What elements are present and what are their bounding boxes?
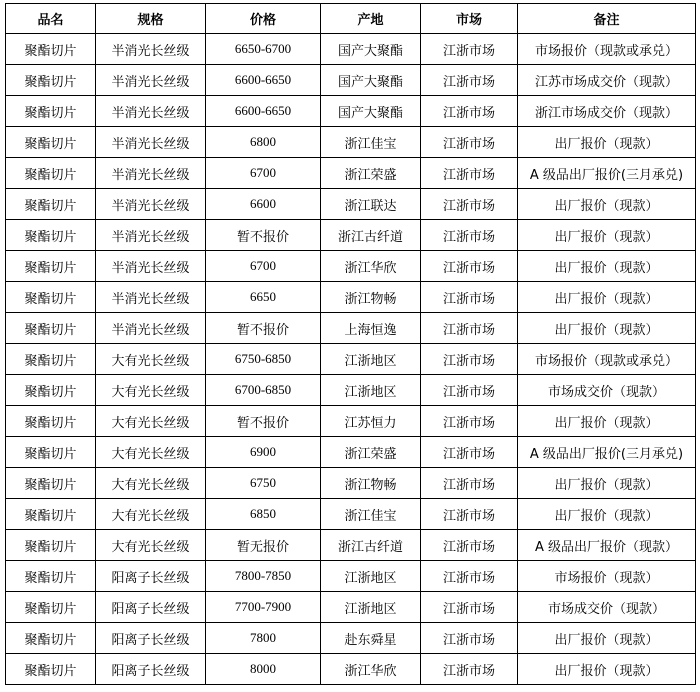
table-body <box>6 34 696 685</box>
cell-spec: 半消光长丝级 <box>96 158 206 189</box>
cell-product-name: 聚酯切片 <box>6 499 96 530</box>
cell-market: 江浙市场 <box>421 158 518 189</box>
cell-spec: 大有光长丝级 <box>96 530 206 561</box>
cell-market: 江浙市场 <box>421 654 518 685</box>
header-origin: 产地 <box>321 4 421 34</box>
cell-remark: 出厂报价（现款） <box>518 623 696 654</box>
cell-remark: 市场报价（现款） <box>518 561 696 592</box>
table-row <box>6 561 696 592</box>
cell-market: 江浙市场 <box>421 530 518 561</box>
cell-price: 暂不报价 <box>206 313 321 344</box>
cell-product-name: 聚酯切片 <box>6 189 96 220</box>
cell-spec: 半消光长丝级 <box>96 65 206 96</box>
cell-price: 6750 <box>206 468 321 499</box>
header-spec: 规格 <box>96 4 206 34</box>
table-row <box>6 34 696 65</box>
cell-market: 江浙市场 <box>421 282 518 313</box>
cell-market: 江浙市场 <box>421 189 518 220</box>
table-row <box>6 375 696 406</box>
cell-spec: 大有光长丝级 <box>96 468 206 499</box>
table-row <box>6 406 696 437</box>
cell-price: 7800-7850 <box>206 561 321 592</box>
table-row <box>6 220 696 251</box>
cell-remark: 出厂报价（现款） <box>518 127 696 158</box>
cell-price: 6600-6650 <box>206 96 321 127</box>
cell-remark: 江苏市场成交价（现款） <box>518 65 696 96</box>
cell-product-name: 聚酯切片 <box>6 375 96 406</box>
cell-remark: A 级品出厂报价（现款） <box>518 530 696 561</box>
table-row <box>6 158 696 189</box>
cell-remark: 出厂报价（现款） <box>518 189 696 220</box>
cell-market: 江浙市场 <box>421 96 518 127</box>
cell-spec: 大有光长丝级 <box>96 437 206 468</box>
cell-origin: 浙江华欣 <box>321 251 421 282</box>
table-row <box>6 530 696 561</box>
cell-origin: 浙江古纤道 <box>321 220 421 251</box>
header-market: 市场 <box>421 4 518 34</box>
cell-price: 暂无报价 <box>206 530 321 561</box>
cell-product-name: 聚酯切片 <box>6 654 96 685</box>
cell-product-name: 聚酯切片 <box>6 65 96 96</box>
cell-spec: 大有光长丝级 <box>96 344 206 375</box>
cell-market: 江浙市场 <box>421 375 518 406</box>
cell-price: 暂不报价 <box>206 220 321 251</box>
cell-remark: 出厂报价（现款） <box>518 313 696 344</box>
cell-origin: 江浙地区 <box>321 561 421 592</box>
cell-spec: 大有光长丝级 <box>96 499 206 530</box>
cell-remark: 出厂报价（现款） <box>518 468 696 499</box>
cell-price: 6700-6850 <box>206 375 321 406</box>
cell-origin: 国产大聚酯 <box>321 34 421 65</box>
cell-price: 暂不报价 <box>206 406 321 437</box>
table-row <box>6 189 696 220</box>
cell-origin: 浙江物畅 <box>321 282 421 313</box>
cell-origin: 浙江物畅 <box>321 468 421 499</box>
cell-market: 江浙市场 <box>421 406 518 437</box>
cell-product-name: 聚酯切片 <box>6 251 96 282</box>
cell-origin: 浙江荣盛 <box>321 158 421 189</box>
header-price: 价格 <box>206 4 321 34</box>
cell-origin: 江浙地区 <box>321 592 421 623</box>
cell-market: 江浙市场 <box>421 592 518 623</box>
cell-spec: 半消光长丝级 <box>96 96 206 127</box>
cell-origin: 浙江古纤道 <box>321 530 421 561</box>
cell-price: 6900 <box>206 437 321 468</box>
cell-market: 江浙市场 <box>421 437 518 468</box>
header-product-name: 品名 <box>6 4 96 34</box>
cell-spec: 半消光长丝级 <box>96 127 206 158</box>
cell-origin: 浙江荣盛 <box>321 437 421 468</box>
cell-product-name: 聚酯切片 <box>6 158 96 189</box>
cell-market: 江浙市场 <box>421 623 518 654</box>
cell-spec: 阳离子长丝级 <box>96 561 206 592</box>
cell-product-name: 聚酯切片 <box>6 344 96 375</box>
cell-product-name: 聚酯切片 <box>6 220 96 251</box>
cell-origin: 浙江联达 <box>321 189 421 220</box>
cell-spec: 半消光长丝级 <box>96 34 206 65</box>
table-row <box>6 65 696 96</box>
cell-spec: 阳离子长丝级 <box>96 623 206 654</box>
cell-origin: 江浙地区 <box>321 344 421 375</box>
header-row <box>6 4 696 34</box>
cell-remark: 出厂报价（现款） <box>518 499 696 530</box>
cell-remark: 出厂报价（现款） <box>518 654 696 685</box>
cell-market: 江浙市场 <box>421 468 518 499</box>
cell-origin: 国产大聚酯 <box>321 96 421 127</box>
cell-price: 8000 <box>206 654 321 685</box>
table-row <box>6 654 696 685</box>
cell-remark: 市场报价（现款或承兑） <box>518 34 696 65</box>
cell-origin: 上海恒逸 <box>321 313 421 344</box>
cell-market: 江浙市场 <box>421 220 518 251</box>
cell-market: 江浙市场 <box>421 561 518 592</box>
cell-spec: 半消光长丝级 <box>96 282 206 313</box>
price-table <box>5 3 696 685</box>
cell-remark: 出厂报价（现款） <box>518 251 696 282</box>
cell-remark: A 级品出厂报价(三月承兑) <box>518 158 696 189</box>
cell-origin: 浙江佳宝 <box>321 499 421 530</box>
cell-price: 7800 <box>206 623 321 654</box>
table-header <box>6 4 696 34</box>
table-row <box>6 282 696 313</box>
cell-origin: 江浙地区 <box>321 375 421 406</box>
cell-product-name: 聚酯切片 <box>6 530 96 561</box>
table-row <box>6 251 696 282</box>
table-row <box>6 127 696 158</box>
cell-market: 江浙市场 <box>421 499 518 530</box>
cell-price: 6650-6700 <box>206 34 321 65</box>
cell-product-name: 聚酯切片 <box>6 561 96 592</box>
table-row <box>6 592 696 623</box>
cell-price: 6600 <box>206 189 321 220</box>
cell-market: 江浙市场 <box>421 127 518 158</box>
cell-price: 6700 <box>206 158 321 189</box>
cell-product-name: 聚酯切片 <box>6 437 96 468</box>
cell-remark: 市场成交价（现款） <box>518 375 696 406</box>
cell-product-name: 聚酯切片 <box>6 623 96 654</box>
cell-price: 6750-6850 <box>206 344 321 375</box>
cell-origin: 江苏恒力 <box>321 406 421 437</box>
cell-product-name: 聚酯切片 <box>6 468 96 499</box>
cell-price: 6700 <box>206 251 321 282</box>
table-row <box>6 96 696 127</box>
cell-remark: 市场报价（现款或承兑） <box>518 344 696 375</box>
cell-market: 江浙市场 <box>421 251 518 282</box>
cell-origin: 赴东舜星 <box>321 623 421 654</box>
cell-spec: 大有光长丝级 <box>96 375 206 406</box>
cell-market: 江浙市场 <box>421 34 518 65</box>
cell-spec: 半消光长丝级 <box>96 220 206 251</box>
cell-market: 江浙市场 <box>421 344 518 375</box>
cell-product-name: 聚酯切片 <box>6 406 96 437</box>
cell-remark: 出厂报价（现款） <box>518 282 696 313</box>
cell-product-name: 聚酯切片 <box>6 282 96 313</box>
table-row <box>6 468 696 499</box>
cell-origin: 浙江华欣 <box>321 654 421 685</box>
cell-remark: 市场成交价（现款） <box>518 592 696 623</box>
cell-price: 6850 <box>206 499 321 530</box>
cell-remark: A 级品出厂报价(三月承兑) <box>518 437 696 468</box>
cell-remark: 出厂报价（现款） <box>518 406 696 437</box>
table-row <box>6 437 696 468</box>
table-row <box>6 499 696 530</box>
cell-spec: 半消光长丝级 <box>96 313 206 344</box>
cell-origin: 浙江佳宝 <box>321 127 421 158</box>
table-row <box>6 313 696 344</box>
cell-spec: 阳离子长丝级 <box>96 592 206 623</box>
cell-market: 江浙市场 <box>421 313 518 344</box>
cell-price: 7700-7900 <box>206 592 321 623</box>
cell-origin: 国产大聚酯 <box>321 65 421 96</box>
cell-product-name: 聚酯切片 <box>6 34 96 65</box>
cell-product-name: 聚酯切片 <box>6 127 96 158</box>
cell-spec: 阳离子长丝级 <box>96 654 206 685</box>
table-row <box>6 623 696 654</box>
cell-remark: 浙江市场成交价（现款） <box>518 96 696 127</box>
cell-market: 江浙市场 <box>421 65 518 96</box>
table-row <box>6 344 696 375</box>
cell-price: 6600-6650 <box>206 65 321 96</box>
cell-product-name: 聚酯切片 <box>6 96 96 127</box>
cell-spec: 大有光长丝级 <box>96 406 206 437</box>
cell-remark: 出厂报价（现款） <box>518 220 696 251</box>
cell-price: 6800 <box>206 127 321 158</box>
cell-spec: 半消光长丝级 <box>96 251 206 282</box>
header-remark: 备注 <box>518 4 696 34</box>
cell-product-name: 聚酯切片 <box>6 592 96 623</box>
cell-product-name: 聚酯切片 <box>6 313 96 344</box>
cell-spec: 半消光长丝级 <box>96 189 206 220</box>
cell-price: 6650 <box>206 282 321 313</box>
